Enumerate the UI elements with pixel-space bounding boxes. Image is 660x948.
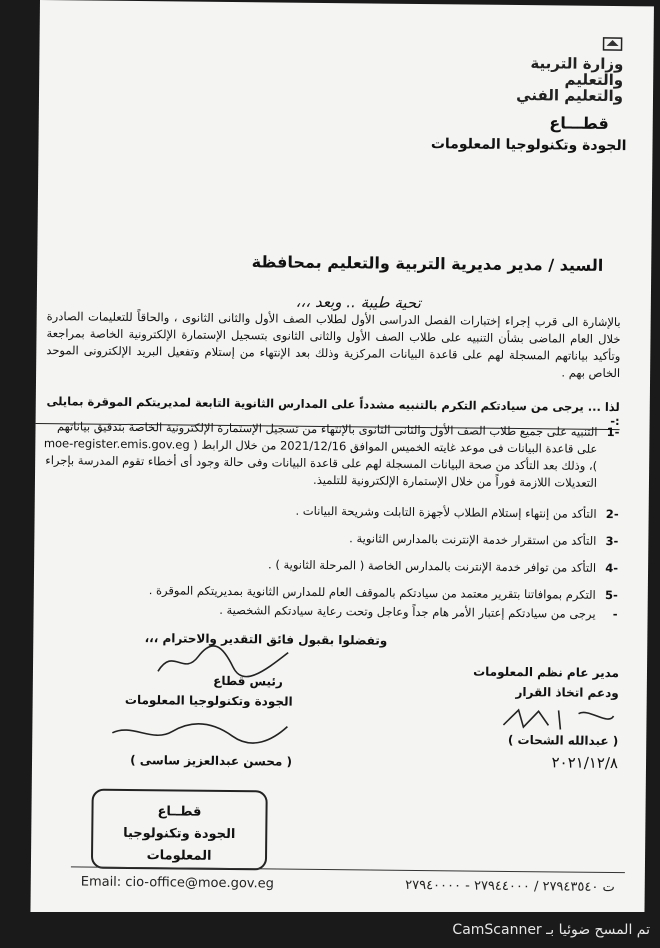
list-item: -5 التكرم بموافاتنا بتقرير معتمد من سيادتكم بالموقف العام للمدارس الثانوية بمديريتكم الموقرة . <box>148 583 618 603</box>
body-paragraph: بالإشارة الى قرب إجراء إختبارات الفصل الدراسى الأول لطلاب الصف الأول والثانى الثانوى ، والحاقاً للتعليمات الصادرة خلال العام الماضى بشأن التنبيه على طلاب الصف الأول والثانى الثانوى بتسجيل الإستمارة الإلكترونية الخاصة بمراجعة وتأكيد بياناتهم المسجلة لهم على قاعدة البيانات المركزية وذلك بعد الإنتهاء من إستلام وتفعيل البريد الإلكترونى الموحد الخاص بهم . <box>46 309 621 381</box>
footer <box>81 874 615 895</box>
addressee: السيد / مدير مديرية التربية والتعليم بمحافظة <box>251 252 604 275</box>
signer-name-right: ( عبدالله الشحات ) <box>507 732 619 749</box>
list-item: -1 التنبيه على جميع طلاب الصف الأول والثانى الثانوى بالإنتهاء من تسجيل الإستمارة الإلكترونية الخاصة بتدقيق بياناتهم على قاعدة البيانات فى موعد غايته الخميس الموافق 2021/12/16 من خلال الرابط ( moe-register.emis.gov.eg )، وذلك بعد التأكد من صحة البيانات المسجلة لهم على قاعدة البيانات وفى حالة وجود أى أخطاء تقوم المدرسة بإجراء التعديلات اللازمة فوراً من خلال الإستمارة الإلكترونية للتلميذ. <box>43 419 620 490</box>
items-list <box>33 418 619 633</box>
list-item: -4 التأكد من توافر خدمة الإنترنت بالمدارس الخاصة ( المرحلة الثانوية ) . <box>267 557 619 576</box>
greeting: تحية طيبة .. وبعد ،،، <box>295 292 421 313</box>
list-item: -2 التأكد من إنتهاء إستلام الطلاب لأجهزة التابلت وشريحة البيانات . <box>295 503 619 522</box>
camscanner-bar <box>0 912 660 948</box>
document-page <box>30 0 654 918</box>
ministry-header <box>493 33 624 124</box>
camscanner-text: تم المسح ضوئيا بـ CamScanner <box>452 922 650 938</box>
signer-dept-left: الجودة وتكنولوجيا المعلومات <box>124 692 293 709</box>
list-item: -3 التأكد من استقرار خدمة الإنترنت بالمدارس الثانوية . <box>349 531 619 549</box>
ministry-name: وزارة التربية والتعليم والتعليم الفني <box>516 54 624 106</box>
signer-title-right: مدير عام نظم المعلومات <box>473 664 620 681</box>
official-stamp <box>91 789 268 871</box>
stamp-line-1: قطــاع <box>157 804 202 820</box>
handwritten-date-right: ٢٠٢١/١٢/٨ <box>551 753 619 773</box>
request-line: لذا ... يرجى من سيادتكم التكرم بالتنبيه مشدداً على المدارس الثانوية التابعة لمديريتكم الموقرة بمايلى :- <box>36 394 620 430</box>
handwritten-date-left <box>102 713 292 751</box>
sector-title: قطـــاع <box>549 113 609 133</box>
closing-line: وتفضلوا بقبول فائق التقدير والاحترام ،،، <box>144 631 388 648</box>
signature-scribble-right <box>498 705 618 734</box>
stamp-line-2: الجودة وتكنولوجيا المعلومات <box>123 825 236 864</box>
signer-subtitle-right: ودعم اتخاذ القرار <box>515 685 619 701</box>
signer-name-left: ( محسن عبدالعزيز ساسى ) <box>130 752 293 769</box>
footer-phone: ت ٢٧٩٤٣٥٤٠ / ٢٧٩٤٤٠٠٠ - ٢٧٩٤٠٠٠٠ <box>405 877 615 896</box>
eagle-emblem-icon <box>601 34 623 52</box>
signature-block-left <box>92 641 293 775</box>
sector-name: الجودة وتكنولوجيا المعلومات <box>430 136 627 155</box>
signer-title-left: رئيس قطاع <box>213 673 283 689</box>
footer-email: Email: cio-office@moe.gov.eg <box>80 874 274 892</box>
list-item: - يرجى من سيادتكم إعتبار الأمر هام جداً وعاجل وتحت رعاية سيادتكم الشخصية . <box>219 602 618 622</box>
signature-block-right <box>418 664 619 778</box>
footer-divider <box>71 866 625 873</box>
